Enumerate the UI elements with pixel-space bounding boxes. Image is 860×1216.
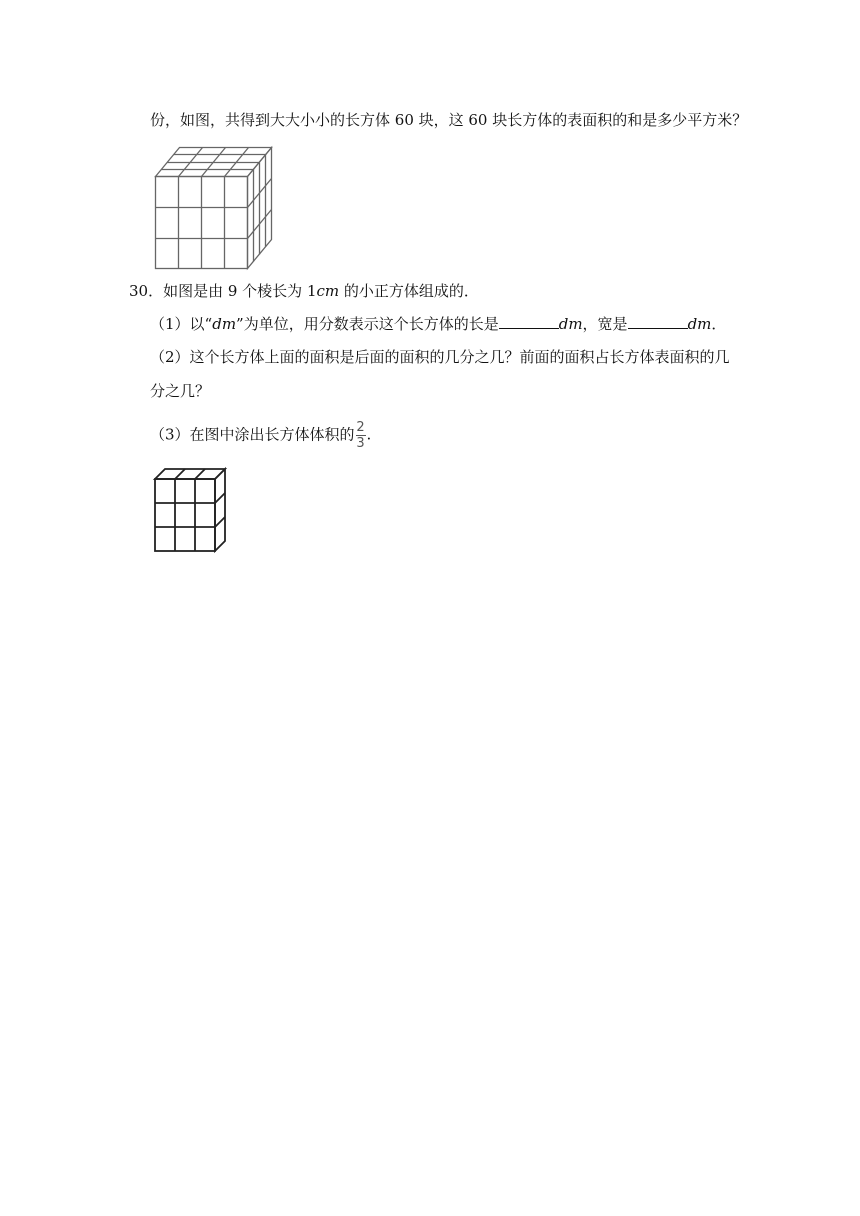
q30-part1-a: （1）以“ <box>150 315 213 333</box>
length-answer-blank[interactable] <box>499 313 559 329</box>
q30-part1-b: ”为单位，用分数表示这个长方体的长是 <box>236 315 499 333</box>
fraction-two-thirds <box>356 421 366 450</box>
q30-intro-b: 的小正方体组成的． <box>339 282 479 300</box>
fraction-numerator: 2 <box>356 420 365 435</box>
q30-part1-unit1: dm <box>558 315 583 333</box>
q30-number: 30． <box>129 282 164 300</box>
q30-part3 <box>150 421 371 450</box>
q30-intro <box>129 280 479 302</box>
q30-intro-unit: cm <box>316 282 340 300</box>
q30-part1-d: ． <box>711 315 727 333</box>
cuboid-figure-9-cubes[interactable] <box>150 465 230 565</box>
q30-intro-a: 如图是由 9 个棱长为 1 <box>163 282 317 300</box>
q30-part1 <box>150 313 726 335</box>
q30-part2-line1 <box>150 346 730 368</box>
cuboid-figure-60 <box>150 142 280 272</box>
width-answer-blank[interactable] <box>628 313 688 329</box>
q30-part1-unit2: dm <box>687 315 712 333</box>
q30-part2-line2-text: 分之几？ <box>150 382 211 400</box>
q30-part2-line2 <box>150 380 210 402</box>
q30-part2-line1-text: （2）这个长方体上面的面积是后面的面积的几分之几？前面的面积占长方体表面积的几 <box>150 348 730 366</box>
q29-text <box>150 109 747 131</box>
q30-part3-b: . <box>366 425 372 444</box>
q30-part3-a: （3）在图中涂出长方体体积的 <box>150 425 355 444</box>
q30-part1-dm: dm <box>212 315 237 333</box>
q29-text-content: 份，如图，共得到大大小小的长方体 60 块，这 60 块长方体的表面积的和是多少平方米？ <box>150 111 748 129</box>
fraction-denominator: 3 <box>356 436 365 451</box>
q30-part1-c: ，宽是 <box>582 315 628 333</box>
